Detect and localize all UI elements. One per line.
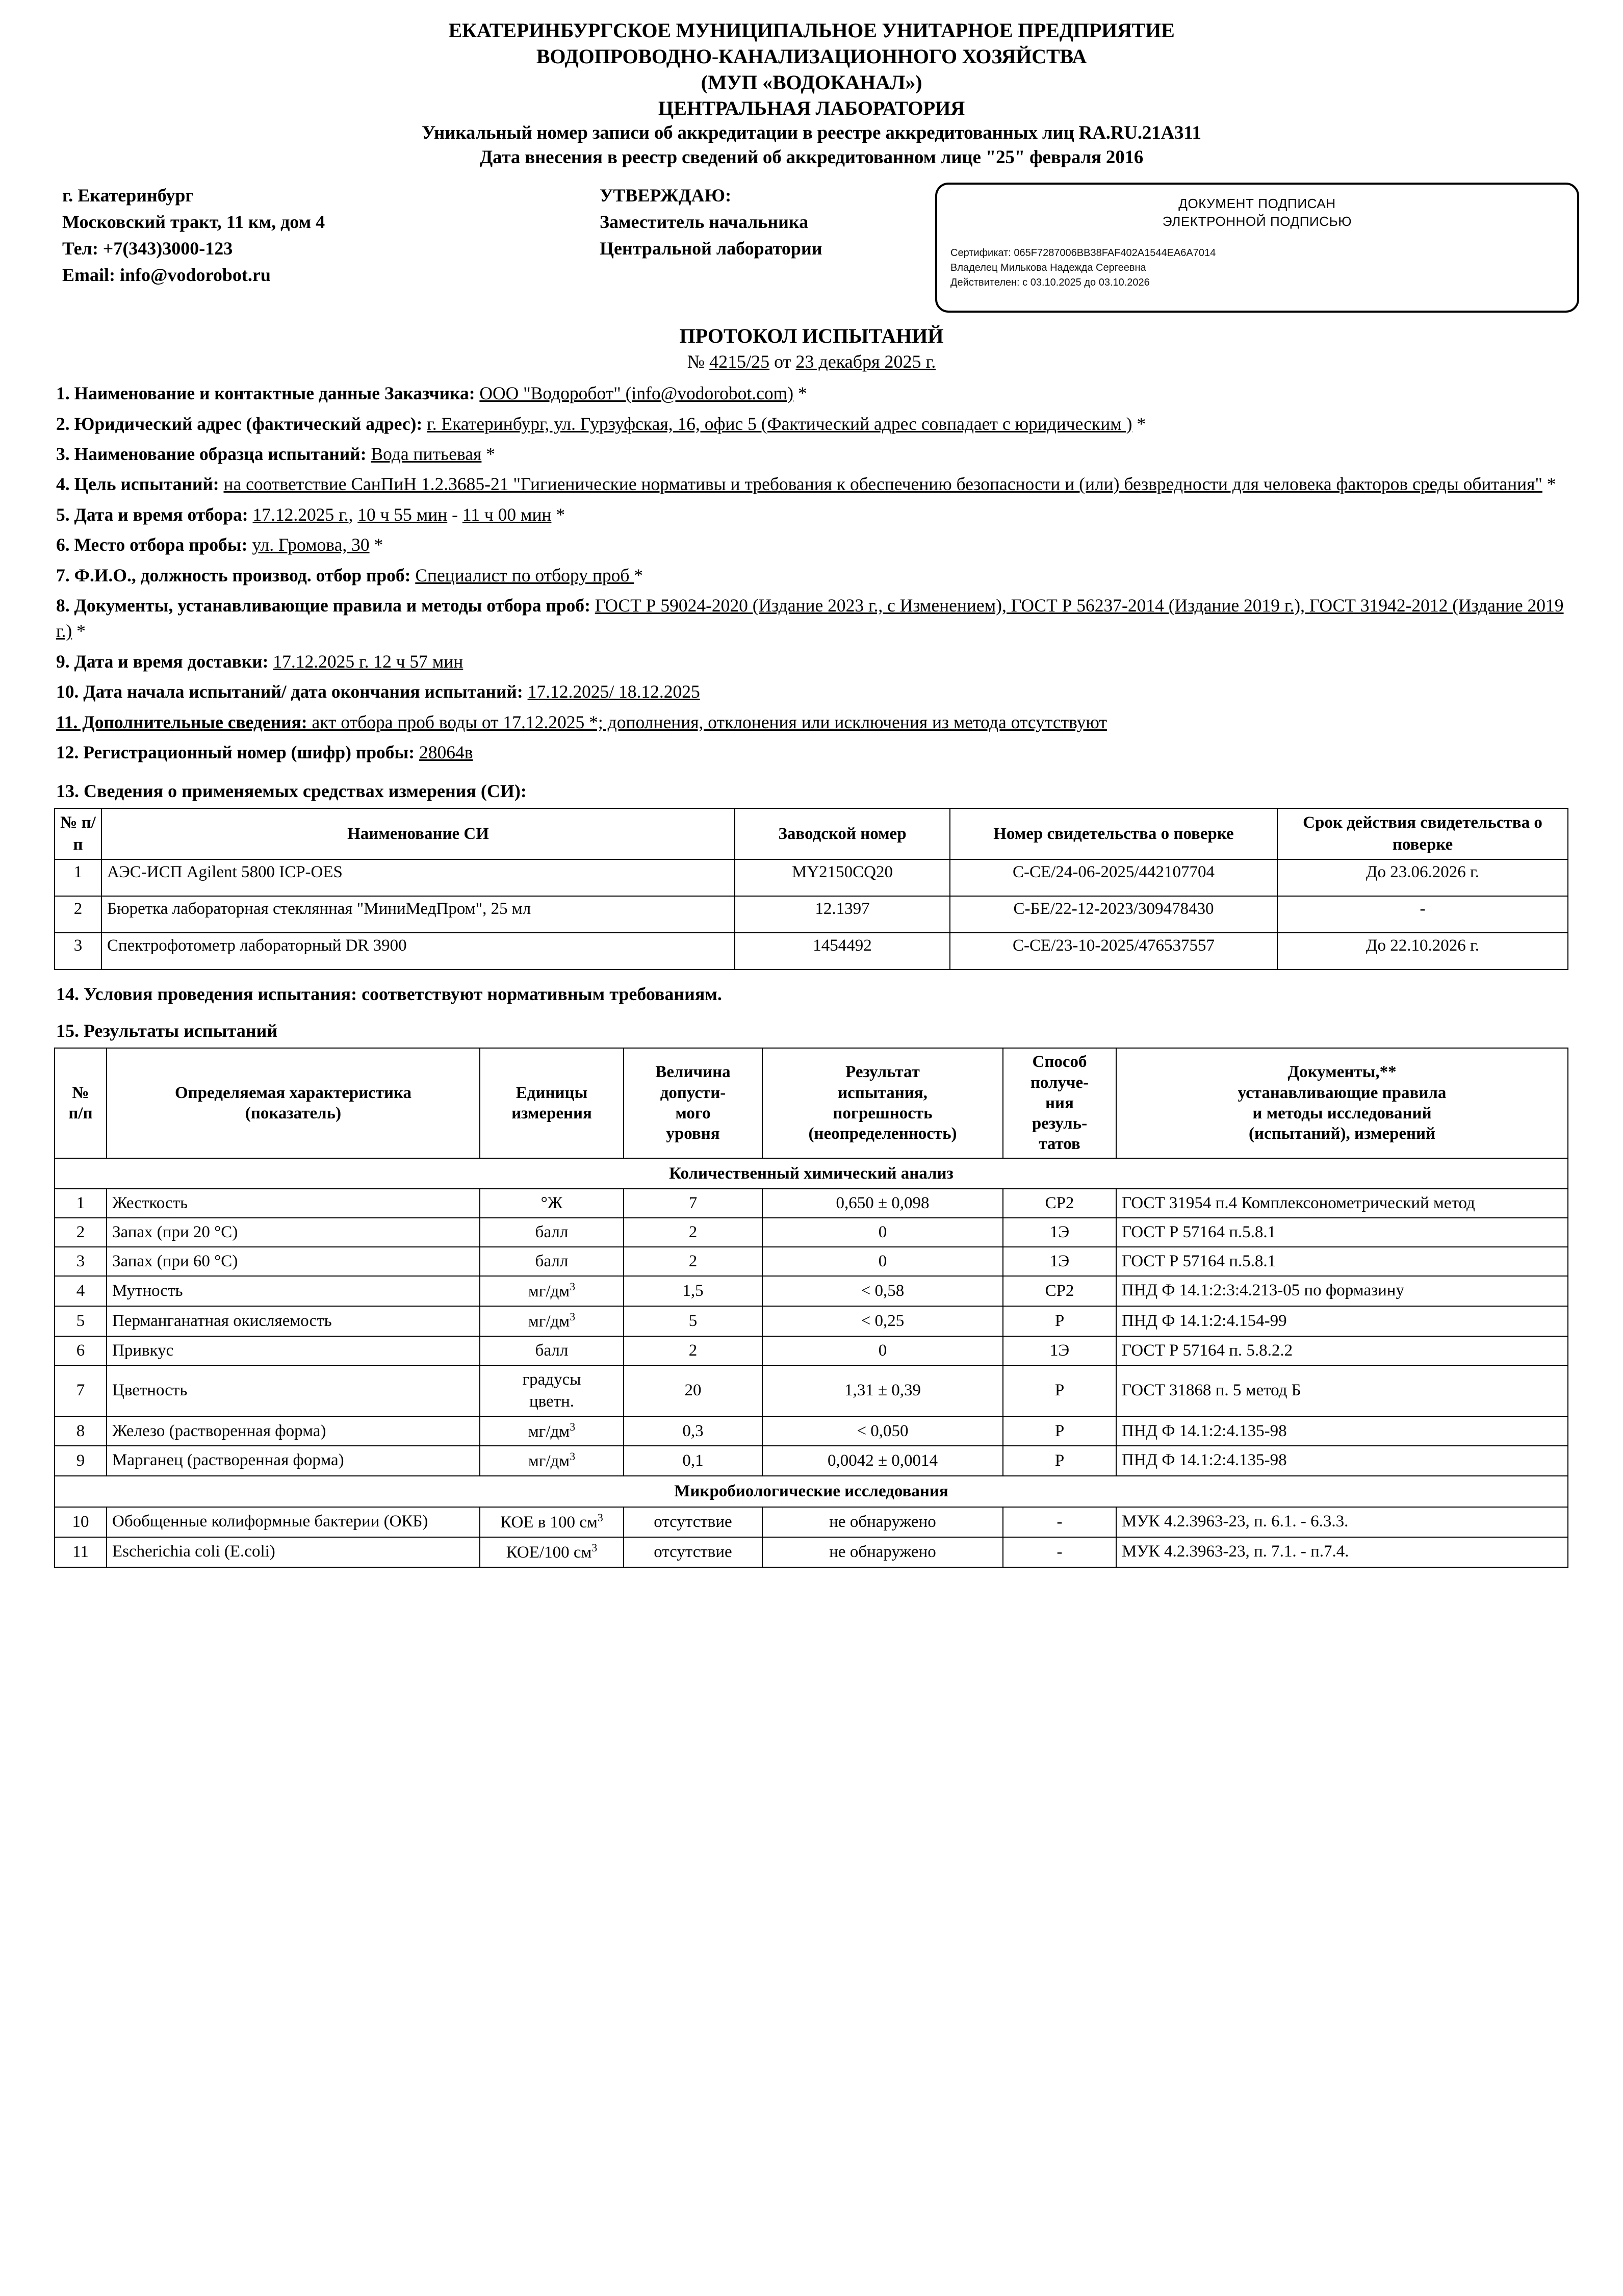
res-row-7-parameter: Цветность — [107, 1365, 480, 1416]
item-12 — [44, 739, 1579, 765]
group-title-microbiology: Микробиологические исследования — [55, 1476, 1568, 1507]
item-5-value-date: 17.12.2025 г. — [252, 504, 349, 525]
protocol-number: 4215/25 — [709, 351, 770, 372]
res-row-4-method: СР2 — [1003, 1276, 1116, 1306]
si-row-1-index: 1 — [55, 859, 101, 896]
item-5-label: 5. Дата и время отбора: — [56, 504, 253, 525]
si-section-heading: 13. Сведения о применяемых средствах измерения (СИ): — [56, 781, 527, 802]
contact-address: Московский тракт, 11 км, дом 4 — [62, 212, 325, 233]
res-row-5-limit: 5 — [624, 1306, 762, 1336]
res-row-5-unit: $мг/дм^3$ — [480, 1306, 624, 1336]
res-row-6-document: ГОСТ Р 57164 п. 5.8.2.2 — [1116, 1336, 1568, 1365]
approval-label: УТВЕРЖДАЮ: — [600, 185, 732, 206]
item-8-value: ГОСТ Р 59024-2020 (Издание 2023 г., с Изменением), ГОСТ Р 56237-2014 (Издание 2019 г.), ГОСТ 31942-2012 (Издание 2019 г.) — [56, 595, 1564, 642]
item-9 — [44, 649, 1579, 674]
res-row-10-unit: КОЕ в 100 $см^3$ — [480, 1507, 624, 1537]
item-9-label: 9. Дата и время доставки: — [56, 651, 273, 672]
table-row — [55, 1446, 1568, 1476]
header-info-block — [44, 183, 1579, 313]
item-7-tail: * — [634, 565, 643, 585]
si-col-name: Наименование СИ — [101, 808, 735, 859]
item-10 — [44, 679, 1579, 704]
signature-certificate: Сертификат: 065F7287006BB38FAF402A1544EA6A7014 — [950, 247, 1216, 259]
res-row-5-method: Р — [1003, 1306, 1116, 1336]
item-7 — [44, 563, 1579, 588]
table-row — [55, 859, 1568, 896]
res-col-result: Результат испытания, погрешность (неопределенность) — [762, 1048, 1003, 1158]
item-5: 5. Дата и время отбора: 17.12.2025 г., 10 ч 55 мин - 11 ч 00 мин * — [56, 504, 565, 525]
item-5-value-time-from: 10 ч 55 мин — [357, 504, 448, 525]
res-row-6-limit: 2 — [624, 1336, 762, 1365]
si-row-3-name: Спектрофотометр лабораторный DR 3900 — [101, 933, 735, 970]
res-col-method: Способ получе- ния резуль- татов — [1003, 1048, 1116, 1158]
item-12-value: 28064в — [419, 742, 473, 763]
res-row-5-parameter: Перманганатная окисляемость — [107, 1306, 480, 1336]
res-row-3-unit: балл — [480, 1247, 624, 1276]
org-line-1: ЕКАТЕРИНБУРГСКОЕ МУНИЦИПАЛЬНОЕ УНИТАРНОЕ ПРЕДПРИЯТИЕ — [448, 19, 1175, 42]
item-8-label: 8. Документы, устанавливающие правила и методы отбора проб: — [56, 595, 595, 616]
res-row-10-document: МУК 4.2.3963-23, п. 6.1. - 6.3.3. — [1116, 1507, 1568, 1537]
res-row-3-limit: 2 — [624, 1247, 762, 1276]
res-row-9-limit: 0,1 — [624, 1446, 762, 1476]
res-row-2-parameter: Запах (при 20 °С) — [107, 1218, 480, 1247]
protocol-date: 23 декабря 2025 г. — [795, 351, 936, 372]
res-col-limit: Величина допусти- мого уровня — [624, 1048, 762, 1158]
protocol-date-prefix: от — [769, 351, 796, 372]
res-row-9-method: Р — [1003, 1446, 1116, 1476]
res-row-11-result: не обнаружено — [762, 1537, 1003, 1567]
res-row-8-parameter: Железо (растворенная форма) — [107, 1416, 480, 1446]
si-col-certificate: Номер свидетельства о поверке — [950, 808, 1277, 859]
org-line-4: ЦЕНТРАЛЬНАЯ ЛАБОРАТОРИЯ — [658, 97, 965, 119]
si-table — [54, 808, 1568, 970]
res-row-11-parameter: Escherichia coli (E.coli) — [107, 1537, 480, 1567]
res-row-6-parameter: Привкус — [107, 1336, 480, 1365]
signature-owner: Владелец Милькова Надежда Сергеевна — [950, 262, 1146, 274]
res-row-6-index: 6 — [55, 1336, 107, 1365]
item-7-label: 7. Ф.И.О., должность производ. отбор проб: — [56, 565, 416, 585]
si-row-3-certificate: С-СЕ/23-10-2025/476537557 — [950, 933, 1277, 970]
item-8 — [44, 593, 1579, 644]
signature-title-line-1: ДОКУМЕНТ ПОДПИСАН — [1178, 196, 1336, 212]
res-row-7-index: 7 — [55, 1365, 107, 1416]
item-2-label: 2. Юридический адрес (фактический адрес): — [56, 413, 427, 434]
res-row-1-unit: °Ж — [480, 1189, 624, 1218]
res-row-4-parameter: Мутность — [107, 1276, 480, 1306]
signature-details — [950, 246, 1564, 290]
res-row-8-unit: $мг/дм^3$ — [480, 1416, 624, 1446]
res-col-unit: Единицы измерения — [480, 1048, 624, 1158]
si-row-3-validity: До 22.10.2026 г. — [1277, 933, 1568, 970]
si-row-1-serial: MY2150CQ20 — [735, 859, 950, 896]
si-row-3-serial: 1454492 — [735, 933, 950, 970]
res-row-6-result: 0 — [762, 1336, 1003, 1365]
contact-block — [44, 183, 600, 288]
res-row-4-result: < 0,58 — [762, 1276, 1003, 1306]
approval-block — [600, 183, 926, 262]
si-row-2-name: Бюретка лабораторная стеклянная "МиниМедПром", 25 мл — [101, 896, 735, 933]
item-2-value: г. Екатеринбург, ул. Гурзуфская, 16, офис 5 (Фактический адрес совпадает с юридическим ) — [427, 413, 1132, 434]
res-row-7-limit: 20 — [624, 1365, 762, 1416]
table-row — [55, 1276, 1568, 1306]
res-row-1-index: 1 — [55, 1189, 107, 1218]
res-col-parameter: Определяемая характеристика (показатель) — [107, 1048, 480, 1158]
res-row-4-unit: $мг/дм^3$ — [480, 1276, 624, 1306]
protocol-number-prefix: № — [687, 351, 710, 372]
digital-signature-stamp — [935, 183, 1579, 313]
res-row-3-method: 1Э — [1003, 1247, 1116, 1276]
res-row-8-method: Р — [1003, 1416, 1116, 1446]
accreditation-date: Дата внесения в реестр сведений об аккредитованном лице "25" февраля 2016 — [479, 146, 1144, 168]
item-11-value: акт отбора проб воды от 17.12.2025 *; дополнения, отклонения или исключения из метода отсутствуют — [312, 711, 1107, 732]
res-row-1-method: СР2 — [1003, 1189, 1116, 1218]
res-row-7-result: 1,31 ± 0,39 — [762, 1365, 1003, 1416]
res-row-4-document: ПНД Ф 14.1:2:3:4.213-05 по формазину — [1116, 1276, 1568, 1306]
results-section-heading: 15. Результаты испытаний — [56, 1021, 278, 1041]
table-row — [55, 1365, 1568, 1416]
res-row-1-limit: 7 — [624, 1189, 762, 1218]
item-4 — [44, 471, 1579, 497]
item-3-label: 3. Наименование образца испытаний: — [56, 444, 371, 464]
item-2-tail: * — [1132, 413, 1146, 434]
organization-header — [44, 17, 1579, 169]
signature-title — [950, 195, 1564, 231]
item-10-value: 17.12.2025/ 18.12.2025 — [527, 681, 700, 702]
res-row-2-index: 2 — [55, 1218, 107, 1247]
table-row — [55, 1336, 1568, 1365]
res-row-2-method: 1Э — [1003, 1218, 1116, 1247]
res-row-6-method: 1Э — [1003, 1336, 1116, 1365]
res-row-11-index: 11 — [55, 1537, 107, 1567]
group-title-chemical: Количественный химический анализ — [55, 1158, 1568, 1189]
item-3-tail: * — [481, 444, 495, 464]
org-line-2: ВОДОПРОВОДНО-КАНАЛИЗАЦИОННОГО ХОЗЯЙСТВА — [536, 45, 1087, 68]
res-row-3-result: 0 — [762, 1247, 1003, 1276]
item-5-tail: * — [551, 504, 565, 525]
res-row-6-unit: балл — [480, 1336, 624, 1365]
res-row-11-unit: КОЕ/100 $см^3$ — [480, 1537, 624, 1567]
res-row-9-parameter: Марганец (растворенная форма) — [107, 1446, 480, 1476]
res-row-8-result: < 0,050 — [762, 1416, 1003, 1446]
res-row-4-limit: 1,5 — [624, 1276, 762, 1306]
table-row — [55, 1416, 1568, 1446]
accreditation-number: Уникальный номер записи об аккредитации в реестре аккредитованных лиц RA.RU.21А311 — [422, 122, 1201, 144]
res-row-10-limit: отсутствие — [624, 1507, 762, 1537]
res-row-9-index: 9 — [55, 1446, 107, 1476]
item-3 — [44, 441, 1579, 467]
contact-city: г. Екатеринбург — [62, 185, 194, 206]
item-9-value: 17.12.2025 г. 12 ч 57 мин — [273, 651, 463, 672]
table-row — [55, 1507, 1568, 1537]
si-col-index-label: № п/п — [60, 813, 96, 854]
item-6-tail: * — [369, 534, 383, 555]
item-6-value: ул. Громова, 30 — [252, 534, 370, 555]
res-row-11-limit: отсутствие — [624, 1537, 762, 1567]
item-12-label: 12. Регистрационный номер (шифр) пробы: — [56, 742, 419, 763]
si-table-header-row — [55, 808, 1568, 859]
si-col-index — [55, 808, 101, 859]
item-2 — [44, 411, 1579, 437]
protocol-items — [44, 380, 1579, 765]
approval-position-1: Заместитель начальника — [600, 212, 809, 233]
res-row-2-unit: балл — [480, 1218, 624, 1247]
res-row-1-parameter: Жесткость — [107, 1189, 480, 1218]
res-col-index: № п/п — [55, 1048, 107, 1158]
signature-validity: Действителен: с 03.10.2025 до 03.10.2026 — [950, 277, 1150, 289]
si-row-2-certificate: С-БЕ/22-12-2023/309478430 — [950, 896, 1277, 933]
res-row-8-document: ПНД Ф 14.1:2:4.135-98 — [1116, 1416, 1568, 1446]
si-col-validity: Срок действия свидетельства о поверке — [1277, 808, 1568, 859]
item-11-label: 11. Дополнительные сведения: — [56, 711, 312, 732]
res-row-2-document: ГОСТ Р 57164 п.5.8.1 — [1116, 1218, 1568, 1247]
results-table — [54, 1048, 1568, 1568]
item-4-value: на соответствие СанПиН 1.2.3685-21 "Гигиенические нормативы и требования к обеспечению безопасности и (или) безвредности для человека факторов среды обитания" — [223, 474, 1542, 495]
res-row-1-document: ГОСТ 31954 п.4 Комплексонометрический метод — [1116, 1189, 1568, 1218]
results-group-header — [55, 1158, 1568, 1189]
res-row-5-index: 5 — [55, 1306, 107, 1336]
res-row-11-method: - — [1003, 1537, 1116, 1567]
page-title: ПРОТОКОЛ ИСПЫТАНИЙ — [679, 324, 944, 348]
item-5-value-time-to: 11 ч 00 мин — [462, 504, 552, 525]
si-row-1-certificate: С-СЕ/24-06-2025/442107704 — [950, 859, 1277, 896]
res-row-3-index: 3 — [55, 1247, 107, 1276]
item-8-tail: * — [72, 621, 86, 642]
signature-title-line-2: ЭЛЕКТРОННОЙ ПОДПИСЬЮ — [1162, 214, 1352, 229]
res-row-11-document: МУК 4.2.3963-23, п. 7.1. - п.7.4. — [1116, 1537, 1568, 1567]
res-row-10-result: не обнаружено — [762, 1507, 1003, 1537]
res-row-10-index: 10 — [55, 1507, 107, 1537]
res-row-5-result: < 0,25 — [762, 1306, 1003, 1336]
res-row-7-document: ГОСТ 31868 п. 5 метод Б — [1116, 1365, 1568, 1416]
res-row-10-parameter: Обобщенные колиформные бактерии (ОКБ) — [107, 1507, 480, 1537]
si-row-2-validity: - — [1277, 896, 1568, 933]
si-col-serial: Заводской номер — [735, 808, 950, 859]
table-row — [55, 896, 1568, 933]
si-row-1-name: АЭС-ИСП Agilent 5800 ICP-OES — [101, 859, 735, 896]
test-conditions: 14. Условия проведения испытания: соответствуют нормативным требованиям. — [56, 984, 722, 1005]
item-6 — [44, 532, 1579, 557]
item-6-label: 6. Место отбора пробы: — [56, 534, 252, 555]
table-row — [55, 933, 1568, 970]
item-1 — [44, 380, 1579, 406]
res-row-9-result: 0,0042 ± 0,0014 — [762, 1446, 1003, 1476]
item-4-tail: * — [1542, 474, 1556, 495]
res-row-10-method: - — [1003, 1507, 1116, 1537]
approval-position-2: Центральной лаборатории — [600, 238, 822, 259]
item-4-label: 4. Цель испытаний: — [56, 474, 224, 495]
res-row-7-method: Р — [1003, 1365, 1116, 1416]
si-row-2-serial: 12.1397 — [735, 896, 950, 933]
org-line-3: (МУП «ВОДОКАНАЛ») — [701, 71, 922, 94]
item-7-value: Специалист по отбору проб — [415, 565, 634, 585]
si-row-3-index: 3 — [55, 933, 101, 970]
si-row-2-index: 2 — [55, 896, 101, 933]
item-10-label: 10. Дата начала испытаний/ дата окончания испытаний: — [56, 681, 528, 702]
res-row-1-result: 0,650 ± 0,098 — [762, 1189, 1003, 1218]
si-row-1-validity: До 23.06.2026 г. — [1277, 859, 1568, 896]
results-group-header — [55, 1476, 1568, 1507]
item-3-value: Вода питьевая — [371, 444, 482, 464]
res-row-8-index: 8 — [55, 1416, 107, 1446]
res-row-3-parameter: Запах (при 60 °С) — [107, 1247, 480, 1276]
item-1-tail: * — [793, 383, 807, 404]
res-row-8-limit: 0,3 — [624, 1416, 762, 1446]
res-row-7-unit: градусы цветн. — [480, 1365, 624, 1416]
res-col-documents: Документы,** устанавливающие правила и методы исследований (испытаний), измерений — [1116, 1048, 1568, 1158]
table-row — [55, 1189, 1568, 1218]
table-row — [55, 1218, 1568, 1247]
item-11 — [44, 709, 1579, 735]
contact-email: Email: info@vodorobot.ru — [62, 264, 271, 285]
table-row — [55, 1306, 1568, 1336]
item-1-label: 1. Наименование и контактные данные Заказчика: — [56, 383, 480, 404]
table-row — [55, 1247, 1568, 1276]
table-row — [55, 1537, 1568, 1567]
contact-phone: Тел: +7(343)3000-123 — [62, 238, 233, 259]
protocol-number-line — [44, 351, 1579, 372]
res-row-5-document: ПНД Ф 14.1:2:4.154-99 — [1116, 1306, 1568, 1336]
res-row-3-document: ГОСТ Р 57164 п.5.8.1 — [1116, 1247, 1568, 1276]
res-row-9-unit: $мг/дм^3$ — [480, 1446, 624, 1476]
res-row-2-result: 0 — [762, 1218, 1003, 1247]
results-table-header-row — [55, 1048, 1568, 1158]
res-row-9-document: ПНД Ф 14.1:2:4.135-98 — [1116, 1446, 1568, 1476]
res-row-4-index: 4 — [55, 1276, 107, 1306]
res-row-2-limit: 2 — [624, 1218, 762, 1247]
item-1-value: ООО "Водоробот" (info@vodorobot.com) — [479, 383, 794, 404]
